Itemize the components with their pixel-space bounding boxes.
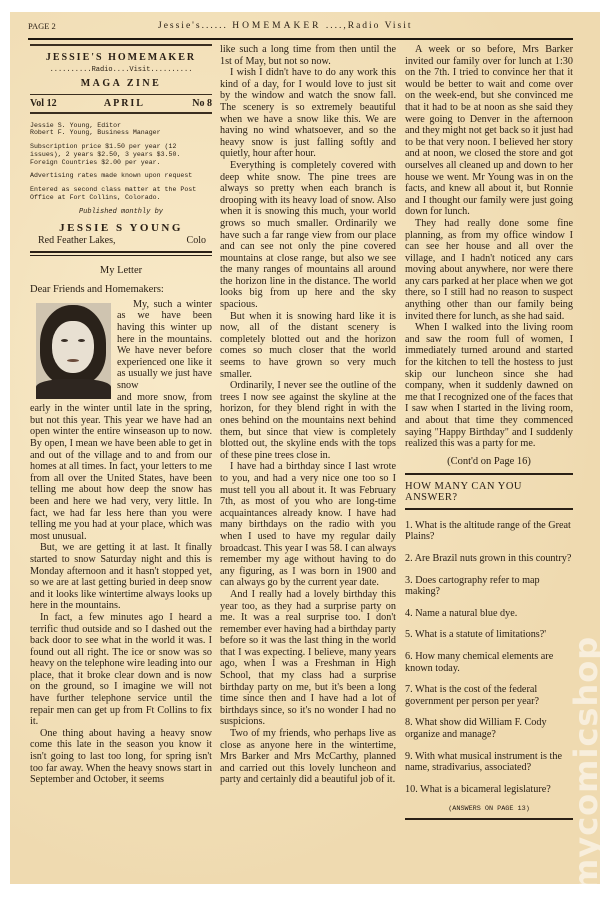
- photo-eye: [61, 339, 68, 342]
- subscription-info: Subscription price $1.50 per year (12 issues), 2 years $2.50, 3 years $3.50. Foreign Countries $2.00 per year.: [30, 143, 181, 166]
- quiz-question: 6. How many chemical elements are known today.: [405, 650, 554, 674]
- watermark: mycomicshop: [567, 635, 605, 892]
- publisher-location: [30, 235, 212, 246]
- postal-info: Entered as second class matter at the Post Office at Fort Collins, Colorado.: [30, 186, 197, 202]
- paragraph: One thing about having a heavy snow come this late in the season you know it isn't going to last too long, for spring isn't too far away. When the heavy snows start in September and October, it seems: [30, 727, 212, 786]
- photo-eye: [78, 339, 85, 342]
- quiz-question: 7. What is the cost of the federal government per person per year?: [405, 684, 540, 707]
- volume: Vol 12: [30, 98, 57, 109]
- advertising-info: Advertising rates made known upon request: [30, 172, 193, 180]
- masthead-rule: [30, 112, 212, 114]
- masthead: [30, 44, 212, 276]
- paragraph: In fact, a few minutes ago I heard a terrific thud outside and so I dashed out the back door to see what in the world it was. I found out all right. The ice or snow was so heavy on the telephone wire leading into our place, that it broke clear down and is now on the ground, so I imagine we will not have further telephone service until the repair men can get up from Ft Collins to fix it.: [30, 611, 212, 728]
- columns: [30, 44, 573, 820]
- location-state: Colo: [186, 234, 206, 246]
- masthead-title: JESSIE'S HOMEMAKER: [45, 51, 197, 63]
- header-rule: [28, 38, 573, 40]
- masthead-rule: [30, 44, 212, 46]
- paragraph: Two of my friends, who perhaps live as close as anyone here in the wintertime, Mrs Barker and Mrs McCarthy, planned and carried out this lovely luncheon and party and certainly did a beautiful job of it.: [220, 728, 396, 786]
- quiz-rule: [405, 473, 573, 475]
- photo-mouth: [67, 359, 79, 362]
- published-by: Published monthly by: [78, 207, 163, 216]
- quiz-question: 8. What show did William F. Cody organize and manage?: [405, 717, 547, 740]
- column-3-text: [405, 44, 573, 450]
- paragraph: I wish I didn't have to do any work this kind of a day, for I would love to just sit by the window and watch the snow fall. The scenery is so extremely beautiful when we have a snow like this. We are having no wind whatsoever, and so the heavy snow is just falling softly and quietly, hour after hour.: [220, 67, 396, 160]
- photo-shoulders: [36, 379, 111, 399]
- letter-salutation: Dear Friends and Homemakers:: [30, 283, 164, 295]
- column-2: [220, 44, 396, 786]
- issue-info: [30, 95, 212, 112]
- magazine-page: [10, 12, 600, 884]
- quiz-rule: [405, 508, 573, 510]
- quiz-question: 10. What is a bicameral legislature?: [405, 783, 551, 795]
- paragraph: Ordinarily, I never see the outline of the trees I now see against the skyline at the horizon, for they blend right in with the ones behind on the mountains next behind them, but since that view is completely blotted out, the skyline ends with the tops of these pine trees close in.: [220, 380, 396, 461]
- column-3: [405, 44, 573, 820]
- quiz-question: 9. With what musical instrument is the name, stradivarius, associated?: [405, 750, 563, 774]
- photo-face: [52, 321, 94, 373]
- paragraph: But, we are getting it at last. It finally started to snow Saturday night and this is Monday afternoon and it hasn't stopped yet, so we are at last getting buried in deep snow and it looks like wintertime always looks up here in the mountains.: [30, 542, 212, 612]
- manager-credit: Robert F. Young, Business Manager: [30, 129, 161, 137]
- running-title: [158, 21, 413, 31]
- running-title-left: Jessie's......: [158, 21, 228, 31]
- page-number: PAGE 2: [28, 21, 56, 31]
- quiz-question: 5. What is a statute of limitations?': [405, 629, 547, 641]
- masthead-subtitle: ..........Radio....Visit..........: [49, 65, 193, 74]
- quiz-question: 1. What is the altitude range of the Great Plains?: [405, 519, 571, 543]
- answers-note: (ANSWERS ON PAGE 13): [448, 805, 530, 814]
- continued-note: (Cont'd on Page 16): [447, 455, 531, 467]
- masthead-magazine: MAGA ZINE: [80, 77, 162, 89]
- paragraph: I have had a birthday since I last wrote to you, and had a very nice one too so I must tell you all about it. It was February 7th, as most of you who are long-time acquaintances already know. I have had many birthdays on the radio with you when I used to have my regular daily broadcast. This year I was 58. I can always remember my age without having to do any figuring, as I was born in 1900 and can always go by the current year date.: [220, 461, 396, 589]
- paragraph: like such a long time from then until the 1st of May, but not so now.: [220, 44, 396, 67]
- publisher-name: JESSIE S YOUNG: [59, 221, 183, 234]
- letter-body: [30, 299, 212, 786]
- quiz-question: 3. Does cartography refer to map making?: [405, 574, 540, 598]
- running-title-mid: HOMEMAKER: [232, 21, 322, 31]
- running-title-right: ....,Radio Visit: [325, 21, 413, 31]
- author-photo: [36, 303, 111, 396]
- letter-title: My Letter: [99, 264, 143, 276]
- issue-number: No 8: [192, 98, 212, 109]
- column-1: [30, 44, 212, 786]
- paragraph: A week or so before, Mrs Barker invited our family over for lunch at 1:30 on the 7th. I tried to convince her that it would be better to wait and come over on the week-end, but she convinced me that it had to be at noon as she said they were going to Denver in the afternoon and they might not get back so it just had to be that very noon. I believed her story and at noon, we closed the store and got ourselves all cleaned up and down to her house we went. Mr Young was in on the facts, and knew all about it, but Ronnie and I thought our family were just going down for lunch.: [405, 44, 573, 218]
- paragraph: and more snow, from early in the winter until late in the spring, but not this year. This year we have had an open winter the entire winseason up to now. By open, I mean we have been able to get in and out of the village and to and from our homes at all times. In fact, your letters to me from all over the United States, have been telling me about how deep the snow has been and here we had very, very little. In fact, we had far less here than you were telling me you had at your place, which was most unusual.: [30, 391, 212, 542]
- paragraph: They had really done some fine planning, as from my office window I can see her house and all over the village, and I hadn't noticed any cars moving about anywhere, nor were there any cars parked at her place when we got there, so I still had no reason to suspect anything other than our family being invited there for lunch, as she had said.: [405, 217, 574, 322]
- paragraph: When I walked into the living room and saw the room full of women, I immediately turned around and started for the kitchen to tell the hostess to just skip our luncheon since she had company, when it suddenly dawned on me that I recognized one of the faces that I saw when I started in the living room, and about that time they commenced saying "Happy Birthday" and I suddenly realized this was a party for me.: [405, 322, 574, 450]
- quiz-question: 4. Name a natural blue dye.: [405, 607, 518, 619]
- quiz-question: 2. Are Brazil nuts grown in this country?: [405, 552, 572, 564]
- paragraph: Everything is completely covered with deep white snow. The pine trees are always so pretty when each branch is drooping with its heavy load of snow. Also when it is snowing this much, your world grows so much smaller. Ordinarily we have such a far range view from our place and can see not only the pine covered mountains at close range, but also we see the many ranges of mountains all around the horizon line in the distance. The world looks big from up here and the sky spacious.: [220, 159, 396, 311]
- location-town: Red Feather Lakes,: [38, 234, 116, 246]
- paragraph: And I really had a lovely birthday this year too, as they had a surprise party on me. It was a real surprise too. I don't remember ever having had a birthday party before so it was the last thing in the world that I was expecting. I believe, many years ago, when I was a Freshman in High School, that my class had a surprise birthday party on me, but it's been a long time since then and I have had a lot of birthdays since, so it's no wonder I had no suspicions.: [220, 588, 396, 728]
- running-header: [28, 12, 573, 35]
- letter-intro: My, such a winter as we have been having this winter up here in the mountains. We have never before experienced one like it as usually we just have snow: [117, 298, 212, 392]
- quiz-bottom-rule: [405, 818, 573, 820]
- quiz-title: HOW MANY CAN YOU ANSWER?: [405, 480, 522, 503]
- editor-credit: Jessie S. Young, Editor: [30, 121, 122, 129]
- paragraph: But when it is snowing hard like it is now, all of the distant scenery is completely blotted out and the horizon comes so much closer that the world seems to have grown so very much smaller.: [220, 310, 396, 380]
- issue-month: APRIL: [103, 98, 145, 109]
- quiz-questions: [405, 520, 573, 796]
- double-rule: [30, 251, 212, 256]
